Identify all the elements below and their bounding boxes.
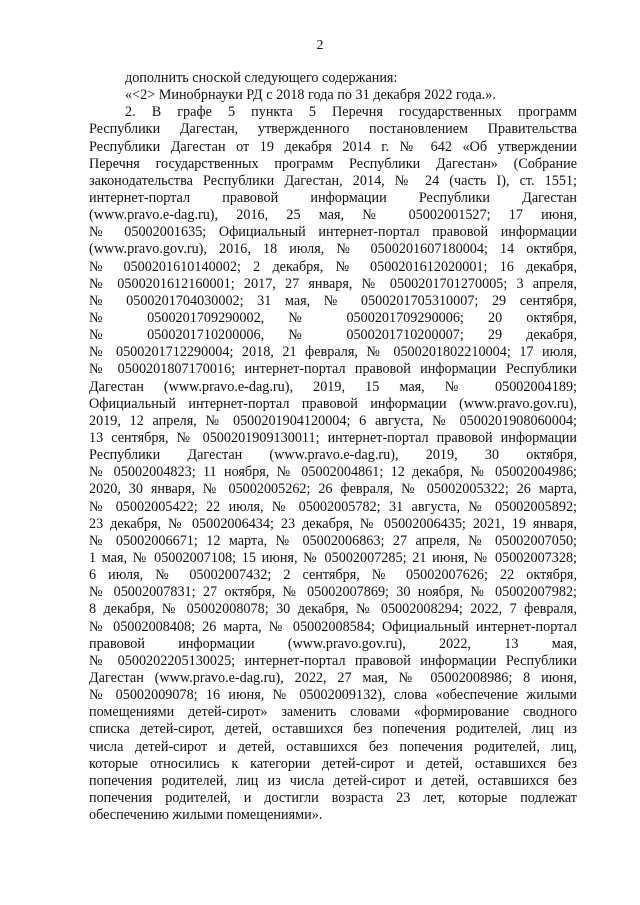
text-line: № 05002009078; 16 июня, № 05002009132), слова «обеспечение жилыми [89, 687, 577, 704]
text-line: № 0500201712290004; 2018, 21 февраля, № 0500201802210004; 17 июля, [89, 344, 577, 361]
text-line: 8 декабря, № 05002008078; 30 декабря, № 05002008294; 2022, 7 февраля, [89, 601, 577, 618]
text-line: которые относились к категории детей-сирот и детей, оставшихся без [89, 755, 577, 772]
text-line: попечения родителей, лиц из числа детей-сирот и детей, оставшихся без [89, 772, 577, 789]
text-line: № 0500201710200006, № 0500201710200007; 29 декабря, [89, 327, 577, 344]
text-line: Официальный интернет-портал правовой информации (www.pravo.gov.ru), [89, 395, 577, 412]
text-line: № 0500201610140002; 2 декабря, № 0500201612020001; 16 декабря, [89, 258, 577, 275]
text-line: Перечня государственных программ Республики Дагестан» (Собрание [89, 155, 577, 172]
text-line: Дагестан (www.pravo.e-dag.ru), 2019, 15 мая, № 05002004189; [89, 378, 577, 395]
text-line: 2019, 12 апреля, № 0500201904120004; 6 августа, № 0500201908060004; [89, 412, 577, 429]
text-line: Республики Дагестан от 19 декабря 2014 г. № 642 «Об утверждении [89, 138, 577, 155]
text-line: № 0500201704030002; 31 мая, № 0500201705310007; 29 сентября, [89, 292, 577, 309]
text-line: законодательства Республики Дагестан, 2014, № 24 (часть I), ст. 1551; [89, 172, 577, 189]
text-line: «<2> Минобрнауки РД с 2018 года по 31 декабря 2022 года.». [125, 87, 496, 104]
document-body [89, 70, 577, 824]
text-line: Республики Дагестан, утвержденного постановлением Правительства [89, 121, 577, 138]
text-line: № 05002007831; 27 октября, № 05002007869; 30 ноября, № 05002007982; [89, 584, 577, 601]
text-line: № 05002005422; 22 июля, № 05002005782; 31 августа, № 05002005892; [89, 498, 577, 515]
text-line: № 05002008408; 26 марта, № 05002008584; Официальный интернет-портал [89, 618, 577, 635]
page-number: 2 [316, 38, 324, 53]
text-line: № 05002001635; Официальный интернет-портал правовой информации [89, 224, 577, 241]
text-line: обеспечению жилыми помещениями». [89, 807, 323, 824]
text-line: дополнить сноской следующего содержания: [125, 70, 398, 86]
text-line: 13 сентября, № 0500201909130011; интернет-портал правовой информации [89, 429, 577, 446]
text-line: списка детей-сирот, детей, оставшихся без попечения родителей, лиц из [89, 721, 577, 738]
text-line: № 0500201807170016; интернет-портал правовой информации Республики [89, 361, 577, 378]
text-line: помещениями детей-сирот» заменить словами «формирование сводного [89, 704, 577, 721]
text-line: № 05002006671; 12 марта, № 05002006863; 27 апреля, № 05002007050; [89, 532, 577, 549]
text-line: Республики Дагестан (www.pravo.e-dag.ru), 2019, 30 октября, [89, 447, 577, 464]
text-line: Дагестан (www.pravo.e-dag.ru), 2022, 27 мая, № 05002008986; 8 июня, [89, 669, 577, 686]
text-line: № 0500201612160001; 2017, 27 января, № 0500201701270005; 3 апреля, [89, 275, 577, 292]
text-line: попечения родителей, и достигли возраста 23 лет, которые подлежат [89, 789, 577, 806]
text-line: 1 мая, № 05002007108; 15 июня, № 05002007285; 21 июня, № 05002007328; [89, 549, 577, 566]
text-line: интернет-портал правовой информации Республики Дагестан [89, 190, 577, 207]
text-line: правовой информации (www.pravo.gov.ru), 2022, 13 мая, [89, 635, 577, 652]
text-line: № 0500202205130025; интернет-портал правовой информации Республики [89, 652, 577, 669]
text-line: № 05002004823; 11 ноября, № 05002004861; 12 декабря, № 05002004986; [89, 464, 577, 481]
text-line: числа детей-сирот и детей, оставшихся без попечения родителей, лиц, [89, 738, 577, 755]
text-line: 2020, 30 января, № 05002005262; 26 февраля, № 05002005322; 26 марта, [89, 481, 577, 498]
text-line: 6 июля, № 05002007432; 2 сентября, № 05002007626; 22 октября, [89, 567, 577, 584]
text-line: (www.pravo.e-dag.ru), 2016, 25 мая, № 05002001527; 17 июня, [89, 207, 577, 224]
text-line: (www.pravo.gov.ru), 2016, 18 июля, № 0500201607180004; 14 октября, [89, 241, 577, 258]
text-line: № 0500201709290002, № 0500201709290006; 20 октября, [89, 310, 577, 326]
text-line: 2. В графе 5 пункта 5 Перечня государственных программ [125, 104, 577, 121]
text-line: 23 декабря, № 05002006434; 23 декабря, № 05002006435; 2021, 19 января, [89, 515, 577, 532]
